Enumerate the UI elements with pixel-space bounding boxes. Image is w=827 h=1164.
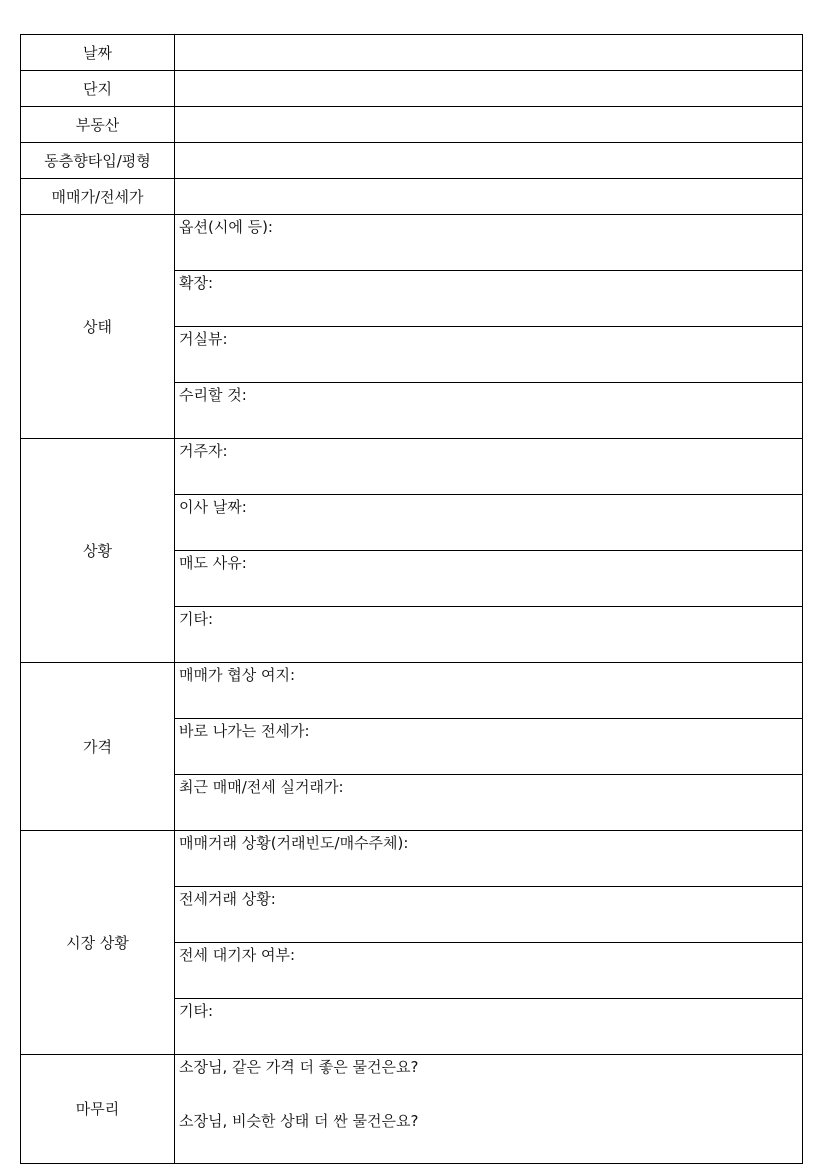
field-condition-view[interactable]: 거실뷰: <box>175 327 803 383</box>
section-label-condition: 상태 <box>21 215 175 439</box>
label-price: 매매가/전세가 <box>21 179 175 215</box>
field-market-other[interactable]: 기타: <box>175 999 803 1055</box>
property-visit-checklist <box>20 34 803 1164</box>
row-market-0 <box>21 831 803 887</box>
label-date: 날짜 <box>21 35 175 71</box>
field-situation-other[interactable]: 기타: <box>175 607 803 663</box>
field-price[interactable] <box>175 179 803 215</box>
field-market-lease[interactable]: 전세거래 상황: <box>175 887 803 943</box>
field-condition-repairs[interactable]: 수리할 것: <box>175 383 803 439</box>
field-price-quick-lease[interactable]: 바로 나가는 전세가: <box>175 719 803 775</box>
field-condition-extension[interactable]: 확장: <box>175 271 803 327</box>
field-agency[interactable] <box>175 107 803 143</box>
label-agency: 부동산 <box>21 107 175 143</box>
label-complex: 단지 <box>21 71 175 107</box>
row-closing <box>21 1055 803 1164</box>
field-market-waitlist[interactable]: 전세 대기자 여부: <box>175 943 803 999</box>
label-unit-type: 동층향타입/평형 <box>21 143 175 179</box>
field-condition-options[interactable]: 옵션(시에 등): <box>175 215 803 271</box>
field-price-negotiation[interactable]: 매매가 협상 여지: <box>175 663 803 719</box>
field-date[interactable] <box>175 35 803 71</box>
field-situation-sale-reason[interactable]: 매도 사유: <box>175 551 803 607</box>
closing-questions <box>175 1055 803 1164</box>
row-situation-0 <box>21 439 803 495</box>
section-label-situation: 상황 <box>21 439 175 663</box>
section-label-market: 시장 상황 <box>21 831 175 1055</box>
row-price <box>21 179 803 215</box>
field-market-sales[interactable]: 매매거래 상황(거래빈도/매수주체): <box>175 831 803 887</box>
row-agency <box>21 107 803 143</box>
field-situation-resident[interactable]: 거주자: <box>175 439 803 495</box>
field-complex[interactable] <box>175 71 803 107</box>
row-unit-type <box>21 143 803 179</box>
section-label-price: 가격 <box>21 663 175 831</box>
row-condition-0 <box>21 215 803 271</box>
closing-question-same-price: 소장님, 같은 가격 더 좋은 물건은요? <box>179 1058 419 1076</box>
field-price-recent-deals[interactable]: 최근 매매/전세 실거래가: <box>175 775 803 831</box>
row-price-section-0 <box>21 663 803 719</box>
field-unit-type[interactable] <box>175 143 803 179</box>
closing-question-cheaper: 소장님, 비슷한 상태 더 싼 물건은요? <box>179 1112 419 1130</box>
row-complex <box>21 71 803 107</box>
row-date <box>21 35 803 71</box>
field-situation-move-date[interactable]: 이사 날짜: <box>175 495 803 551</box>
section-label-closing: 마무리 <box>21 1055 175 1164</box>
